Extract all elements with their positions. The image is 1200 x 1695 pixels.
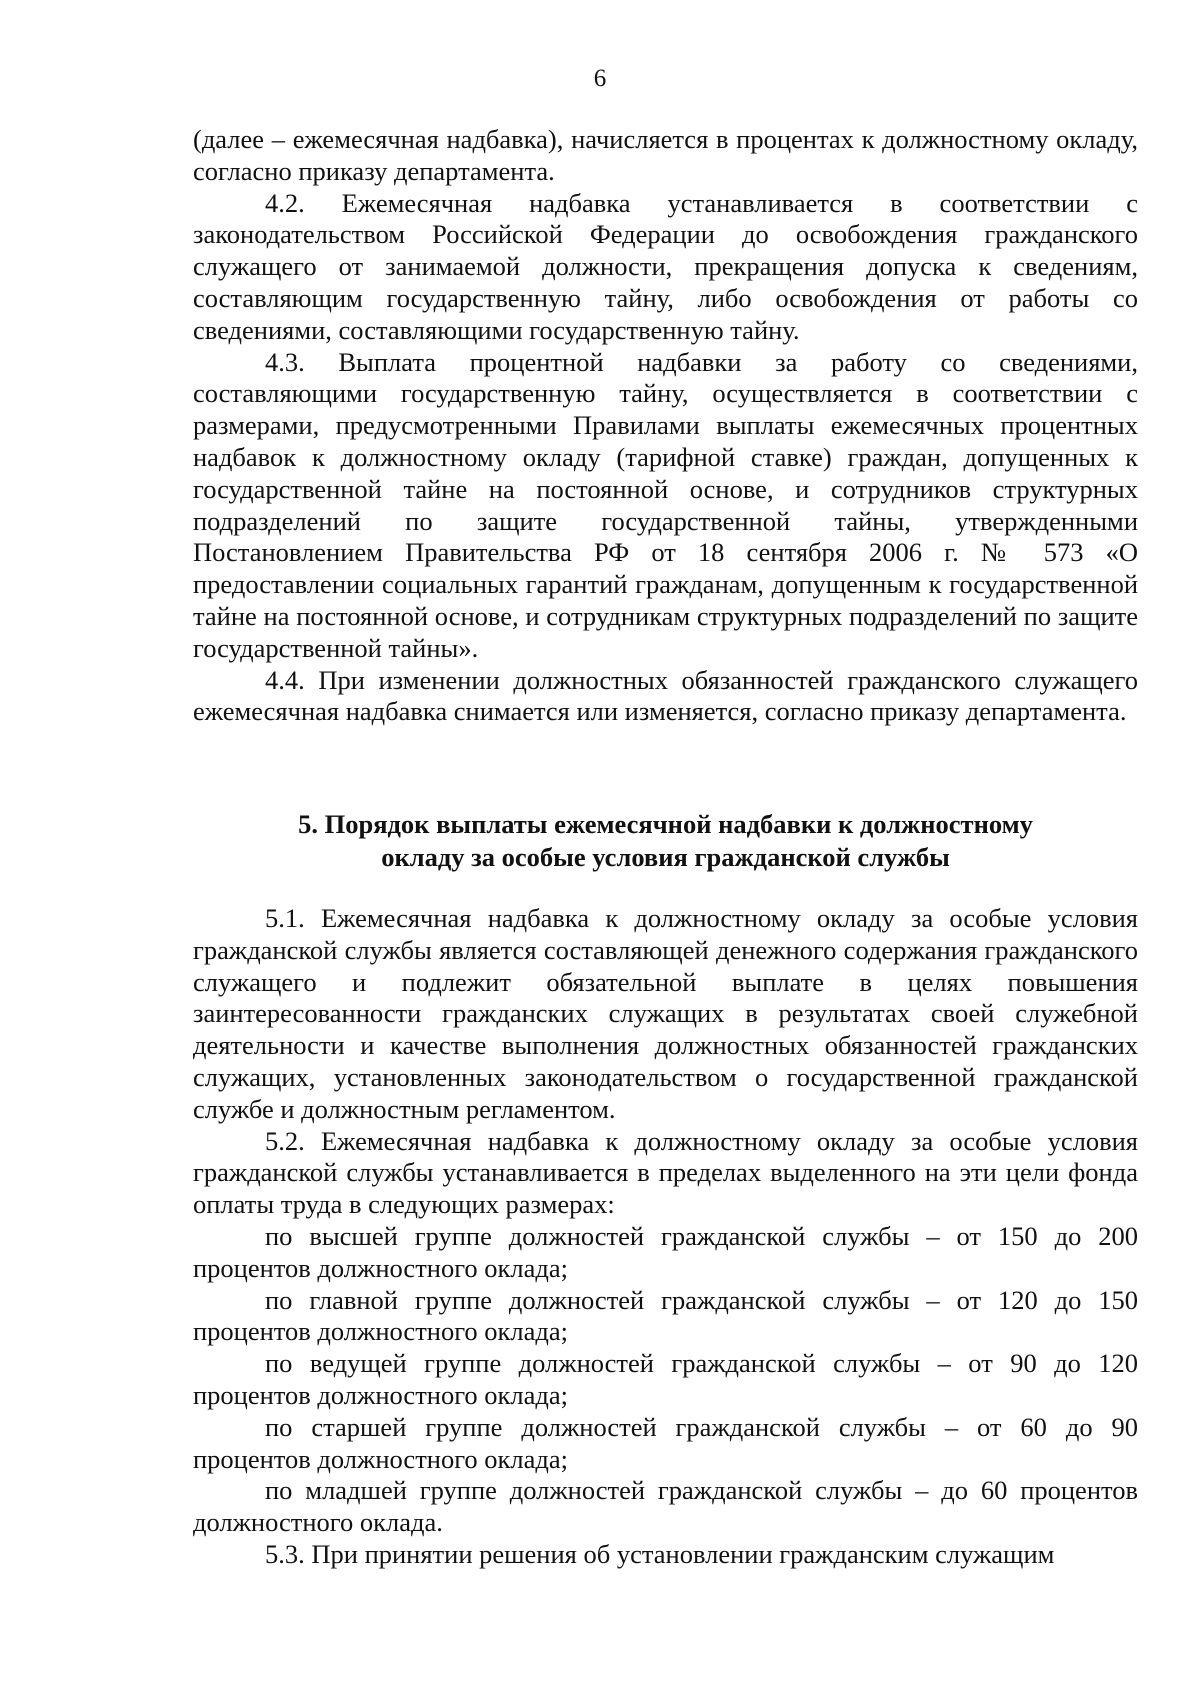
list-item-leading-group: по ведущей группе должностей гражданской службы – от 90 до 120 процентов должностного оклада; [193,1348,1138,1410]
paragraph-5-2: 5.2. Ежемесячная надбавка к должностному окладу за особые условия гражданской службы устанавливается в пределах выделенного на эти цели фонда оплаты труда в следующих размерах: [193,1125,1138,1220]
paragraph-4-4: 4.4. При изменении должностных обязанностей гражданского служащего ежемесячная надбавка снимается или изменяется, согласно приказу департамента. [193,664,1138,727]
list-item-main-group: по главной группе должностей гражданской службы – от 120 до 150 процентов должностного оклада; [193,1284,1138,1347]
paragraph-4-1-continuation: (далее – ежемесячная надбавка), начисляется в процентах к должностному окладу, согласно приказу департамента. [193,124,1138,186]
list-item-junior-group: по младшей группе должностей гражданской службы – до 60 процентов должностного оклада. [193,1475,1138,1538]
paragraph-5-1: 5.1. Ежемесячная надбавка к должностному окладу за особые условия гражданской службы является составляющей денежного содержания гражданского служащего и подлежит обязательной выплате в целях повышения заинтересованности гражданских служащих в результатах своей служебной деятельности и качестве выполнения должностных обязанностей гражданских служащих, установленных законодательством о государственной гражданской службе и должностным регламентом. [193,903,1138,1124]
paragraph-4-3: 4.3. Выплата процентной надбавки за работу со сведениями, составляющими государственную тайну, осуществляется в соответствии с размерами, предусмотренными Правилами выплаты ежемесячных процентных надбавок к должностному окладу (тарифной ставке) граждан, допущенных к государственной тайне на постоянной основе, и сотрудников структурных подразделений по защите государственной тайны, утвержденными Постановлением Правительства РФ от 18 сентября 2006 г. № 573 «О предоставлении социальных гарантий гражданам, допущенным к государственной тайне на постоянной основе, и сотрудникам структурных подразделений по защите государственной тайны». [193,346,1138,663]
list-item-senior-group: по старшей группе должностей гражданской службы – от 60 до 90 процентов должностного оклада; [193,1411,1138,1474]
page-number: 6 [593,65,607,92]
section-4-text [193,124,1138,728]
section-5-heading-line-1: 5. Порядок выплаты ежемесячной надбавки к должностному [298,809,1033,839]
paragraph-5-3: 5.3. При принятии решения об установлении гражданским служащим [265,1538,1055,1569]
section-5-heading-line-2: окладу за особые условия гражданской службы [381,842,950,872]
paragraph-4-2: 4.2. Ежемесячная надбавка устанавливается в соответствии с законодательством Российской Федерации до освобождения гражданского служащего от занимаемой должности, прекращения допуска к сведениям, составляющим государственную тайну, либо освобождения от работы со сведениями, составляющими государственную тайну. [193,187,1138,345]
section-5-text [193,903,1138,1571]
section-5-heading [193,808,1138,874]
list-item-highest-group: по высшей группе должностей гражданской службы – от 150 до 200 процентов должностного оклада; [193,1220,1138,1283]
